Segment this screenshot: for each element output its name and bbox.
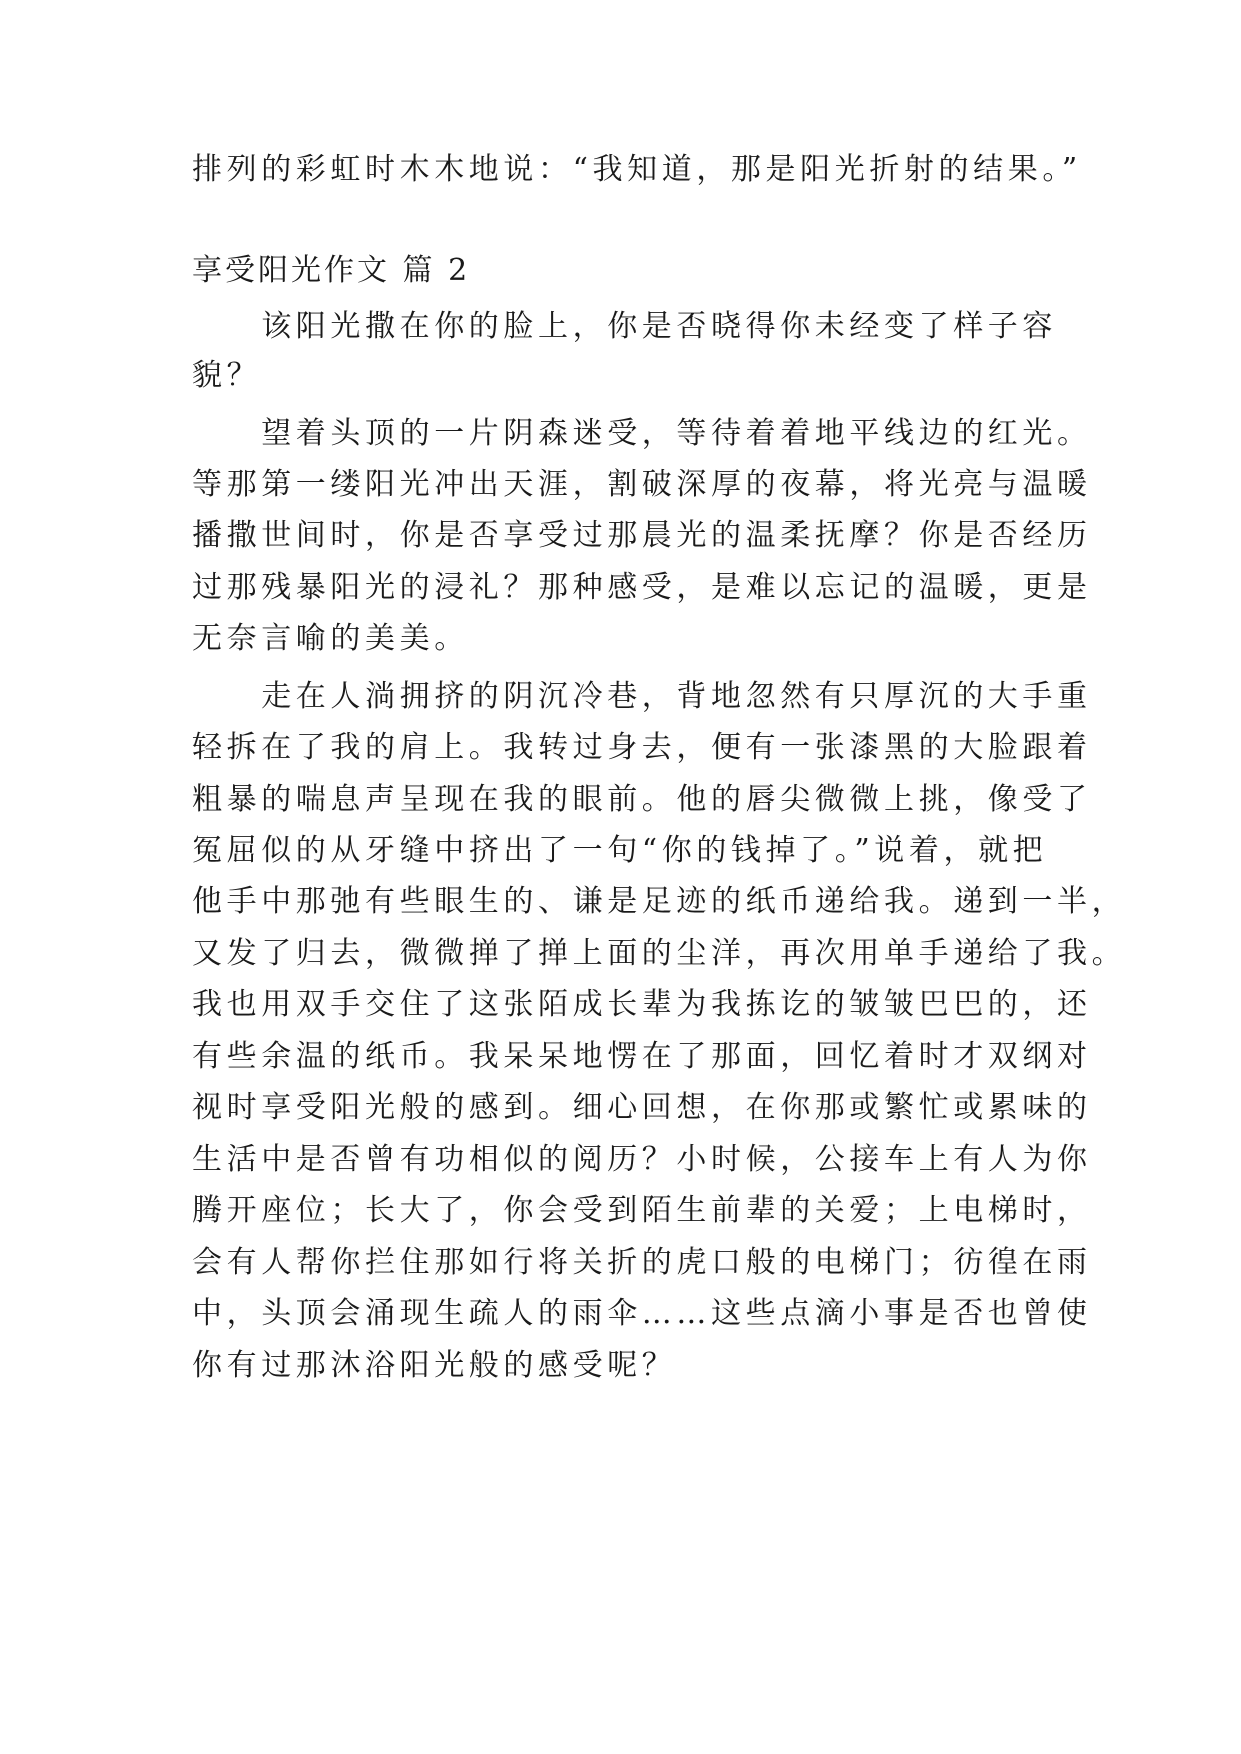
paragraph-1-line-1: 该阳光撒在你的脸上，你是否晓得你未经变了样子容 [192,309,1057,344]
paragraph-3-line-12: 会有人帮你拦住那如行将关折的虎口般的电梯门；彷徨在雨 [192,1245,1092,1280]
paragraph-2-line-4: 过那残暴阳光的浸礼？那种感受，是难以忘记的温暖，更是 [192,570,1092,605]
paragraph-3-line-9: 视时享受阳光般的感到。细心回想，在你那或繁忙或累味的 [192,1090,1092,1125]
paragraph-3-line-11: 腾开座位；长大了，你会受到陌生前辈的关爱；上电梯时， [192,1193,1092,1228]
paragraph-3-line-14: 你有过那沐浴阳光般的感受呢？ [192,1348,677,1383]
top-line: 排列的彩虹时木木地说：“我知道，那是阳光折射的结果。” [192,152,1082,187]
paragraph-3-line-5: 他手中那弛有些眼生的、谦是足迹的纸币递给我。递到一半， [192,884,1127,919]
paragraph-3-line-6: 又发了归去，微微掸了掸上面的尘洋，再次用单手递给了我。 [192,936,1127,971]
paragraph-3-line-13: 中，头顶会涌现生疏人的雨伞……这些点滴小事是否也曾使 [192,1296,1092,1331]
paragraph-3-line-7: 我也用双手交住了这张陌成长辈为我拣讫的皱皱巴巴的，还 [192,987,1092,1022]
paragraph-3-line-3: 粗暴的喘息声呈现在我的眼前。他的唇尖微微上挑，像受了 [192,782,1092,817]
paragraph-2-line-1: 望着头顶的一片阴森迷受，等待着着地平线边的红光。 [192,416,1092,451]
paragraph-3-line-10: 生活中是否曾有功相似的阅历？小时候，公接车上有人为你 [192,1142,1092,1177]
section-heading: 享受阳光作文 篇 2 [192,253,471,288]
paragraph-3-line-4: 冤屈似的从牙缝中挤出了一句“你的钱掉了。”说着，就把 [192,833,1048,868]
paragraph-3-line-2: 轻拆在了我的肩上。我转过身去，便有一张漆黑的大脸跟着 [192,730,1092,765]
paragraph-3-line-1: 走在人淌拥挤的阴沉冷巷，背地忽然有只厚沉的大手重 [192,679,1092,714]
paragraph-2-line-5: 无奈言喻的美美。 [192,621,469,656]
paragraph-2-line-2: 等那第一缕阳光冲出天涯，割破深厚的夜幕，将光亮与温暖 [192,467,1092,502]
paragraph-2-line-3: 播撒世间时，你是否享受过那晨光的温柔抚摩？你是否经历 [192,518,1092,553]
paragraph-1-line-2: 貌？ [192,358,262,393]
paragraph-3-line-8: 有些余温的纸币。我呆呆地愣在了那面，回忆着时才双纲对 [192,1039,1092,1074]
